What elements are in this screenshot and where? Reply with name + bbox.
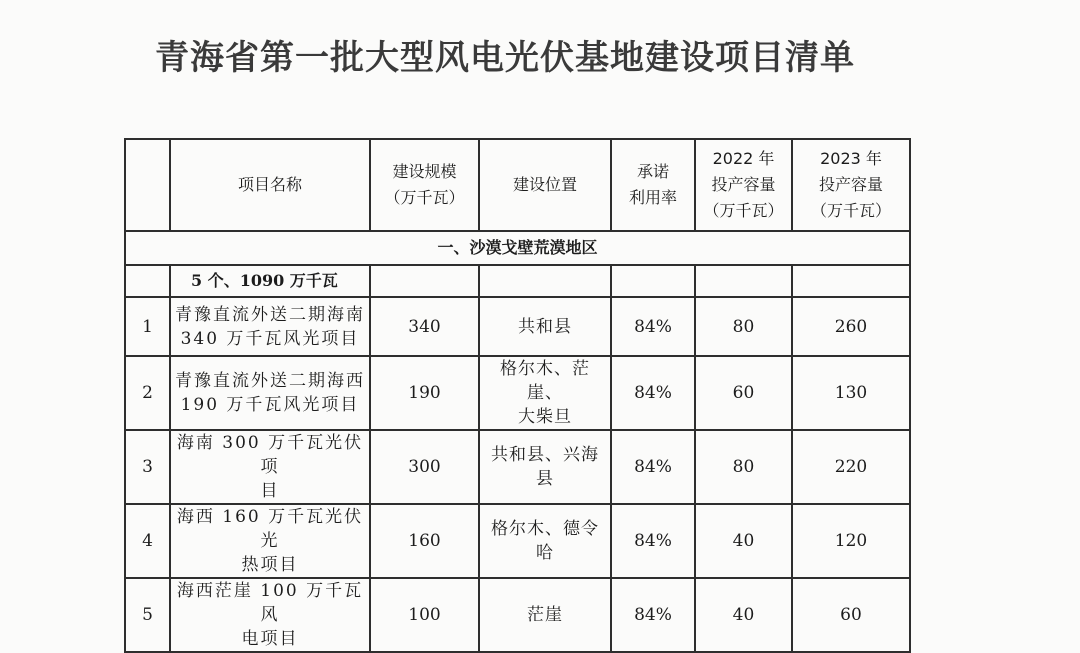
project-name-line1: 海西 160 万千瓦光伏光 xyxy=(176,507,364,551)
table-row xyxy=(125,297,910,356)
row-number: 3 xyxy=(125,430,170,504)
subtotal-empty xyxy=(479,265,611,297)
header-2022-line1: 2022 年 xyxy=(712,149,775,168)
capacity-2023-cell: 120 xyxy=(792,504,910,578)
table-header-row xyxy=(125,139,910,231)
location-cell xyxy=(479,504,611,578)
project-name-line1: 青豫直流外送二期海西 xyxy=(175,371,365,391)
row-number: 1 xyxy=(125,297,170,356)
capacity-2022-cell: 80 xyxy=(695,430,792,504)
scale-cell: 190 xyxy=(370,356,479,430)
project-name-line2: 电项目 xyxy=(241,629,299,649)
section-row xyxy=(125,231,910,265)
document-title: 青海省第一批大型风电光伏基地建设项目清单 xyxy=(155,38,855,78)
table-row xyxy=(125,430,910,504)
project-name-line2: 目 xyxy=(260,481,280,501)
section-title: 一、沙漠戈壁荒漠地区 xyxy=(125,231,910,265)
scale-cell: 160 xyxy=(370,504,479,578)
header-location: 建设位置 xyxy=(479,139,611,231)
capacity-2023-cell: 260 xyxy=(792,297,910,356)
header-scale xyxy=(370,139,479,231)
subtotal-empty xyxy=(695,265,792,297)
location-line1: 茫崖 xyxy=(527,605,563,625)
table-row xyxy=(125,578,910,652)
project-name xyxy=(170,356,370,430)
header-utilization xyxy=(611,139,695,231)
location-line1: 格尔木、茫崖、 xyxy=(500,359,590,403)
utilization-cell: 84% xyxy=(611,430,695,504)
capacity-2022-cell: 40 xyxy=(695,578,792,652)
subtotal-empty xyxy=(611,265,695,297)
header-scale-line2: （万千瓦） xyxy=(384,188,465,207)
scale-cell: 100 xyxy=(370,578,479,652)
scale-cell: 300 xyxy=(370,430,479,504)
header-capacity-2022 xyxy=(695,139,792,231)
utilization-cell: 84% xyxy=(611,504,695,578)
utilization-cell: 84% xyxy=(611,356,695,430)
row-number: 4 xyxy=(125,504,170,578)
project-name-line1: 海南 300 万千瓦光伏项 xyxy=(176,433,364,477)
location-line1: 共和县、兴海县 xyxy=(491,445,599,489)
capacity-2023-cell: 60 xyxy=(792,578,910,652)
subtotal-empty xyxy=(370,265,479,297)
location-line2: 大柴旦 xyxy=(518,407,572,427)
capacity-2022-cell: 80 xyxy=(695,297,792,356)
scale-cell: 340 xyxy=(370,297,479,356)
subtotal-label: 5 个、1090 万千瓦 xyxy=(170,265,370,297)
capacity-2023-cell: 220 xyxy=(792,430,910,504)
utilization-cell: 84% xyxy=(611,297,695,356)
header-utilization-line1: 承诺 xyxy=(636,162,669,181)
project-name xyxy=(170,297,370,356)
location-line1: 共和县 xyxy=(518,316,572,337)
project-name xyxy=(170,430,370,504)
header-2022-line2: 投产容量 xyxy=(711,175,776,194)
location-line1: 格尔木、德令哈 xyxy=(491,519,599,563)
location-cell xyxy=(479,297,611,356)
project-name xyxy=(170,578,370,652)
project-name xyxy=(170,504,370,578)
capacity-2022-cell: 40 xyxy=(695,504,792,578)
project-name-line1: 海西茫崖 100 万千瓦风 xyxy=(176,581,364,625)
header-capacity-2023 xyxy=(792,139,910,231)
location-cell xyxy=(479,430,611,504)
header-index xyxy=(125,139,170,231)
table-row xyxy=(125,356,910,430)
header-2023-line2: 投产容量 xyxy=(818,175,883,194)
header-2022-line3: （万千瓦） xyxy=(703,201,784,220)
header-2023-line3: （万千瓦） xyxy=(810,201,891,220)
capacity-2023-cell: 130 xyxy=(792,356,910,430)
project-name-line1: 青豫直流外送二期海南 xyxy=(175,304,365,325)
subtotal-empty xyxy=(792,265,910,297)
subtotal-empty xyxy=(125,265,170,297)
header-scale-line1: 建设规模 xyxy=(392,162,457,181)
row-number: 2 xyxy=(125,356,170,430)
capacity-2022-cell: 60 xyxy=(695,356,792,430)
project-name-line2: 热项目 xyxy=(241,555,299,575)
utilization-cell: 84% xyxy=(611,578,695,652)
row-number: 5 xyxy=(125,578,170,652)
project-table xyxy=(124,138,911,653)
table-row xyxy=(125,504,910,578)
header-utilization-line2: 利用率 xyxy=(628,188,677,207)
project-name-line2: 340 万千瓦风光项目 xyxy=(180,328,360,349)
header-2023-line1: 2023 年 xyxy=(820,149,882,168)
subtotal-row xyxy=(125,265,910,297)
project-name-line2: 190 万千瓦风光项目 xyxy=(180,395,360,415)
header-project-name: 项目名称 xyxy=(170,139,370,231)
location-cell xyxy=(479,356,611,430)
location-cell xyxy=(479,578,611,652)
